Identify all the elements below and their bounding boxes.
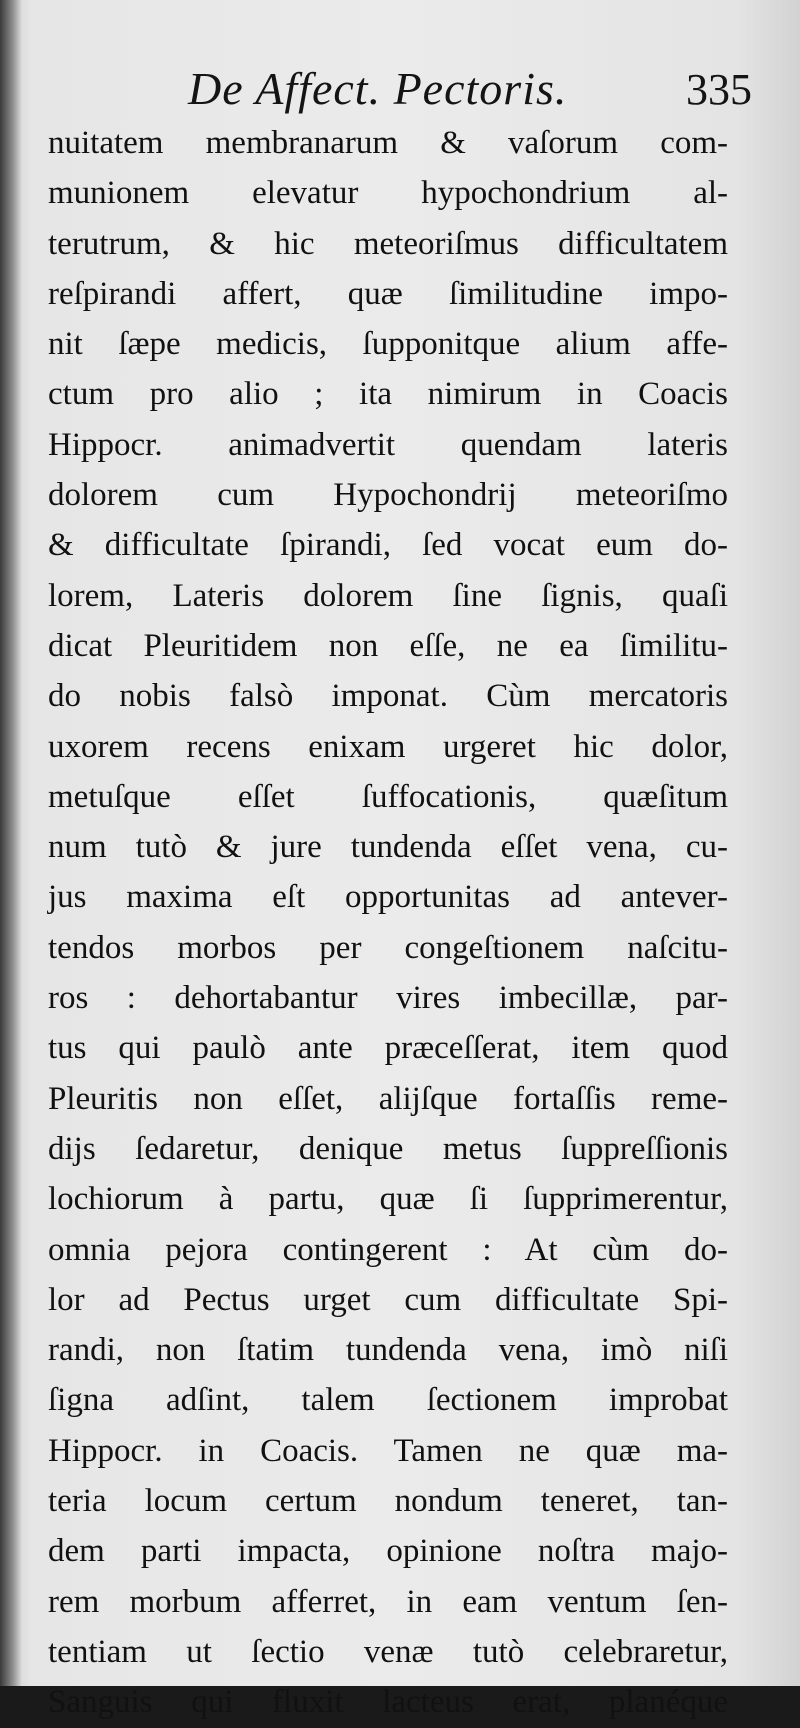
text-line: num tutò & jure tundenda eſſet vena, cu- [48,829,728,866]
text-line: Pleuritis non eſſet, alijſque fortaſſis reme- [48,1080,728,1117]
text-line: do nobis falsò imponat. Cùm mercatoris [48,678,728,715]
text-line: terutrum, & hic meteoriſmus difficultatem [48,225,728,262]
text-line: & difficultate ſpirandi, ſed vocat eum do- [48,527,728,564]
text-line: lor ad Pectus urget cum difficultate Spi- [48,1281,728,1318]
text-line: lorem, Lateris dolorem ſine ſignis, quaſi [48,577,728,614]
text-line: ros : dehortabantur vires imbecillæ, par- [48,980,728,1017]
text-line: randi, non ſtatim tundenda vena, imò niſi [48,1332,728,1369]
text-line: reſpirandi affert, quæ ſimilitudine impo- [48,275,728,312]
text-line: rem morbum afferret, in eam ventum ſen- [48,1583,728,1620]
text-line: uxorem recens enixam urgeret hic dolor, [48,728,728,765]
body-text [48,118,728,1728]
text-line: munionem elevatur hypochondrium al- [48,175,728,212]
text-line: dicat Pleuritidem non eſſe, ne ea ſimilitu- [48,627,728,664]
text-line: Sanguis qui fluxit lacteus erat, planéque [48,1684,728,1721]
text-line: ctum pro alio ; ita nimirum in Coacis [48,376,728,413]
running-head [48,62,760,122]
text-line: omnia pejora contingerent : At cùm do- [48,1231,728,1268]
text-line: dolorem cum Hypochondrij meteoriſmo [48,477,728,514]
text-line: lochiorum à partu, quæ ſi ſupprimerentur, [48,1181,728,1218]
text-line: jus maxima eſt opportunitas ad antever- [48,879,728,916]
text-line: dijs ſedaretur, denique metus ſuppreſſionis [48,1130,728,1167]
text-line: ſigna adſint, talem ſectionem improbat [48,1382,728,1419]
text-line: tus qui paulò ante præceſſerat, item quod [48,1030,728,1067]
text-line: tendos morbos per congeſtionem naſcitu- [48,929,728,966]
binding-edge [0,0,22,1686]
text-line: nuitatem membranarum & vaſorum com- [48,125,728,161]
text-line: tentiam ut ſectio venæ tutò celebraretur, [48,1633,728,1670]
running-title: De Affect. Pectoris. [188,63,568,114]
text-line: dem parti impacta, opinione noſtra majo- [48,1533,728,1570]
text-line: Hippocr. animadvertit quendam lateris [48,426,728,463]
page-number: 335 [686,65,752,114]
text-line: teria locum certum nondum teneret, tan- [48,1483,728,1520]
text-line: nit ſæpe medicis, ſupponitque alium affe- [48,326,728,363]
text-line: metuſque eſſet ſuffocationis, quæſitum [48,778,728,815]
text-line: Hippocr. in Coacis. Tamen ne quæ ma- [48,1432,728,1469]
